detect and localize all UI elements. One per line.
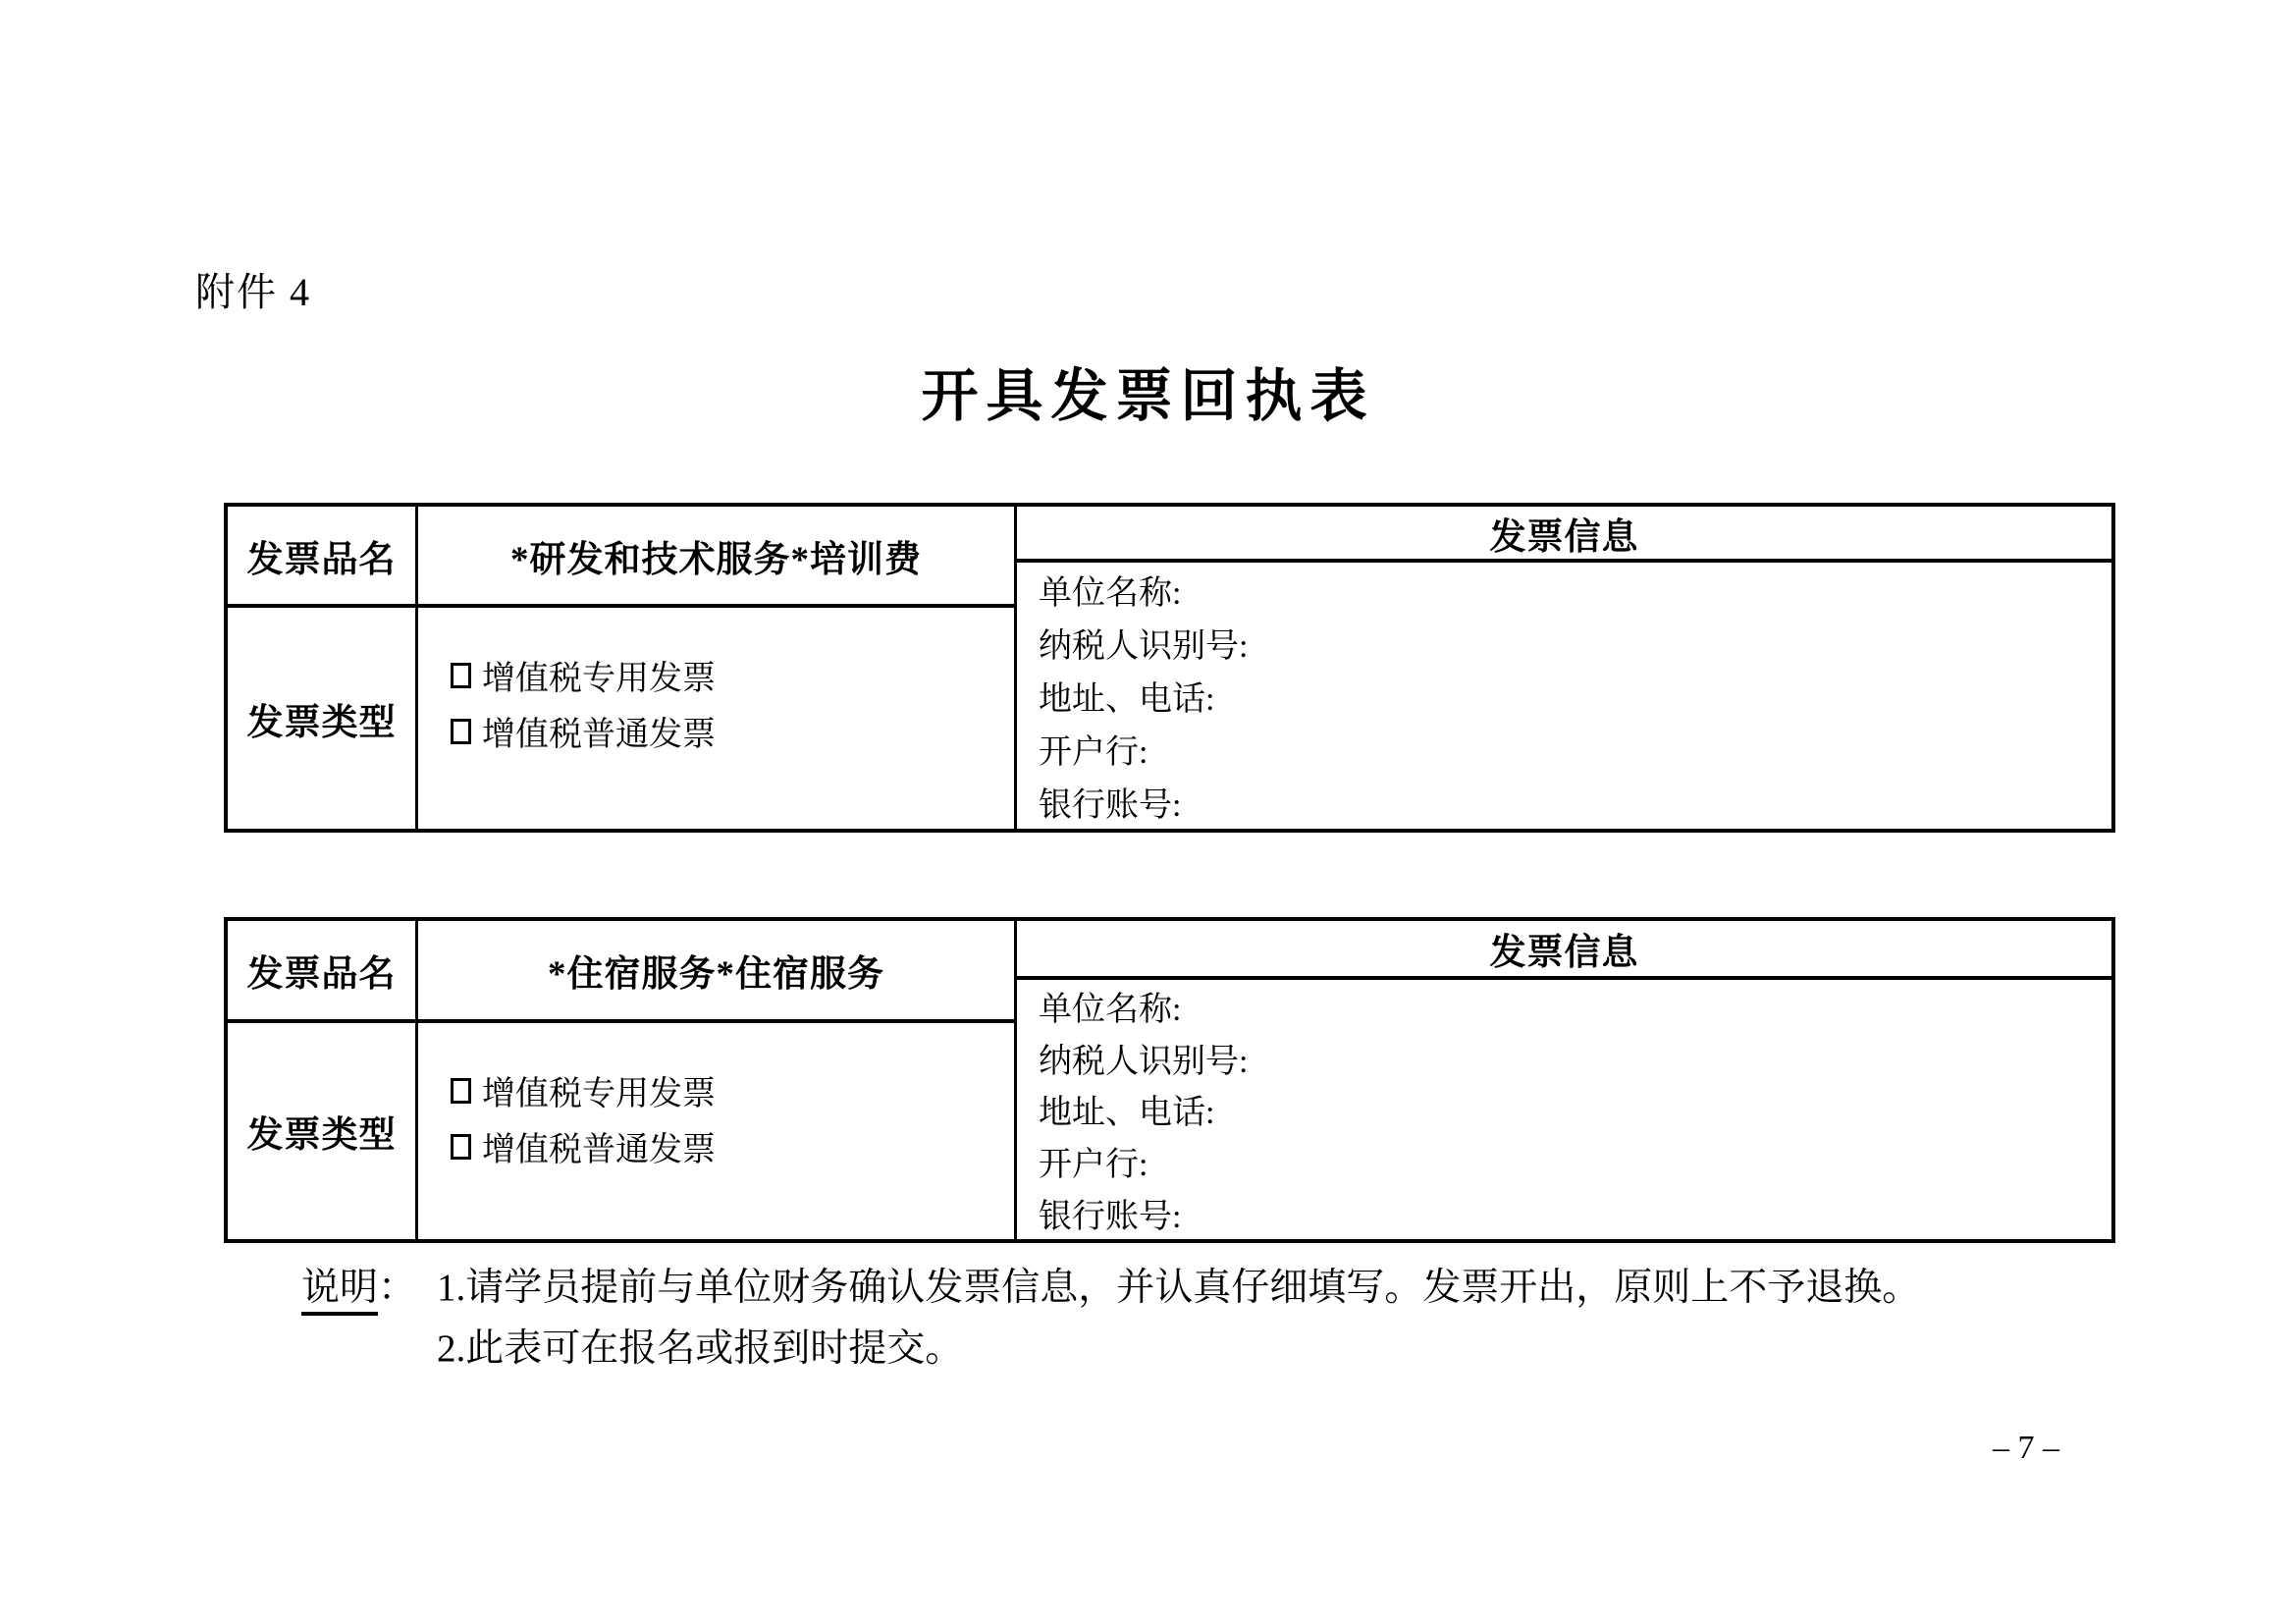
invoice-item-value-cell: *住宿服务*住宿服务 xyxy=(548,954,884,995)
invoice-item-row xyxy=(228,507,1014,608)
invoice-info-fields xyxy=(1017,980,2111,1239)
bank-account-field-label: 银行账号: xyxy=(1039,787,1182,825)
checkbox-option-label: 增值税普通发票 xyxy=(482,717,716,753)
invoice-item-row xyxy=(228,921,1014,1023)
address-phone-field-label: 地址、电话: xyxy=(1039,680,1215,718)
invoice-item-label-cell: 发票品名 xyxy=(228,921,418,1019)
invoice-info-header-cell: 发票信息 xyxy=(1017,507,2111,563)
company-name-field-label: 单位名称: xyxy=(1039,991,1182,1028)
notes-label xyxy=(301,1257,416,1312)
invoice-info-fields xyxy=(1017,563,2111,829)
bank-name-field-label: 开户行: xyxy=(1039,1147,1148,1184)
company-name-field-label: 单位名称: xyxy=(1039,574,1182,612)
invoice-table-training-fee xyxy=(224,503,2115,833)
invoice-info-header-cell: 发票信息 xyxy=(1017,921,2111,980)
taxpayer-id-field-label: 纳税人识别号: xyxy=(1039,627,1249,665)
page-title: 开具发票回执表 xyxy=(921,364,1375,428)
note-item-2: 2.此表可在报名或报到时提交。 xyxy=(437,1327,964,1370)
address-phone-field-label: 地址、电话: xyxy=(1039,1095,1215,1132)
table-left-region xyxy=(228,921,1014,1239)
invoice-table-accommodation xyxy=(224,917,2115,1243)
invoice-item-label-cell: 发票品名 xyxy=(228,507,418,604)
vat-special-invoice-option[interactable] xyxy=(451,1062,1014,1118)
table-left-region xyxy=(228,507,1014,829)
checkbox-icon[interactable] xyxy=(451,1078,471,1104)
checkbox-icon[interactable] xyxy=(451,719,471,744)
invoice-type-options-cell xyxy=(418,608,1014,829)
notes-label-text: 说明 xyxy=(301,1267,378,1316)
checkbox-icon[interactable] xyxy=(451,663,471,688)
note-item-1: 1.请学员提前与单位财务确认发票信息，并认真仔细填写。发票开出，原则上不予退换。 xyxy=(437,1267,1921,1309)
checkbox-option-label: 增值税专用发票 xyxy=(482,1076,716,1112)
notes-label-colon: ： xyxy=(378,1267,417,1309)
invoice-info-region xyxy=(1014,921,2111,1239)
invoice-type-label-cell: 发票类型 xyxy=(228,1023,418,1239)
invoice-type-row xyxy=(228,608,1014,829)
vat-general-invoice-option[interactable] xyxy=(451,1118,1014,1174)
invoice-item-value-cell: *研发和技术服务*培训费 xyxy=(510,539,922,580)
page-number: – 7 – xyxy=(1993,1430,2059,1466)
bank-name-field-label: 开户行: xyxy=(1039,734,1148,772)
checkbox-option-label: 增值税专用发票 xyxy=(482,661,716,697)
invoice-type-options-cell xyxy=(418,1023,1014,1239)
checkbox-option-label: 增值税普通发票 xyxy=(482,1132,716,1168)
invoice-type-label-cell: 发票类型 xyxy=(228,608,418,829)
invoice-type-row xyxy=(228,1023,1014,1239)
bank-account-field-label: 银行账号: xyxy=(1039,1199,1182,1236)
checkbox-icon[interactable] xyxy=(451,1134,471,1160)
taxpayer-id-field-label: 纳税人识别号: xyxy=(1039,1043,1249,1080)
vat-special-invoice-option[interactable] xyxy=(451,647,1014,703)
invoice-info-region xyxy=(1014,507,2111,829)
vat-general-invoice-option[interactable] xyxy=(451,703,1014,759)
attachment-label: 附件 4 xyxy=(195,270,311,314)
